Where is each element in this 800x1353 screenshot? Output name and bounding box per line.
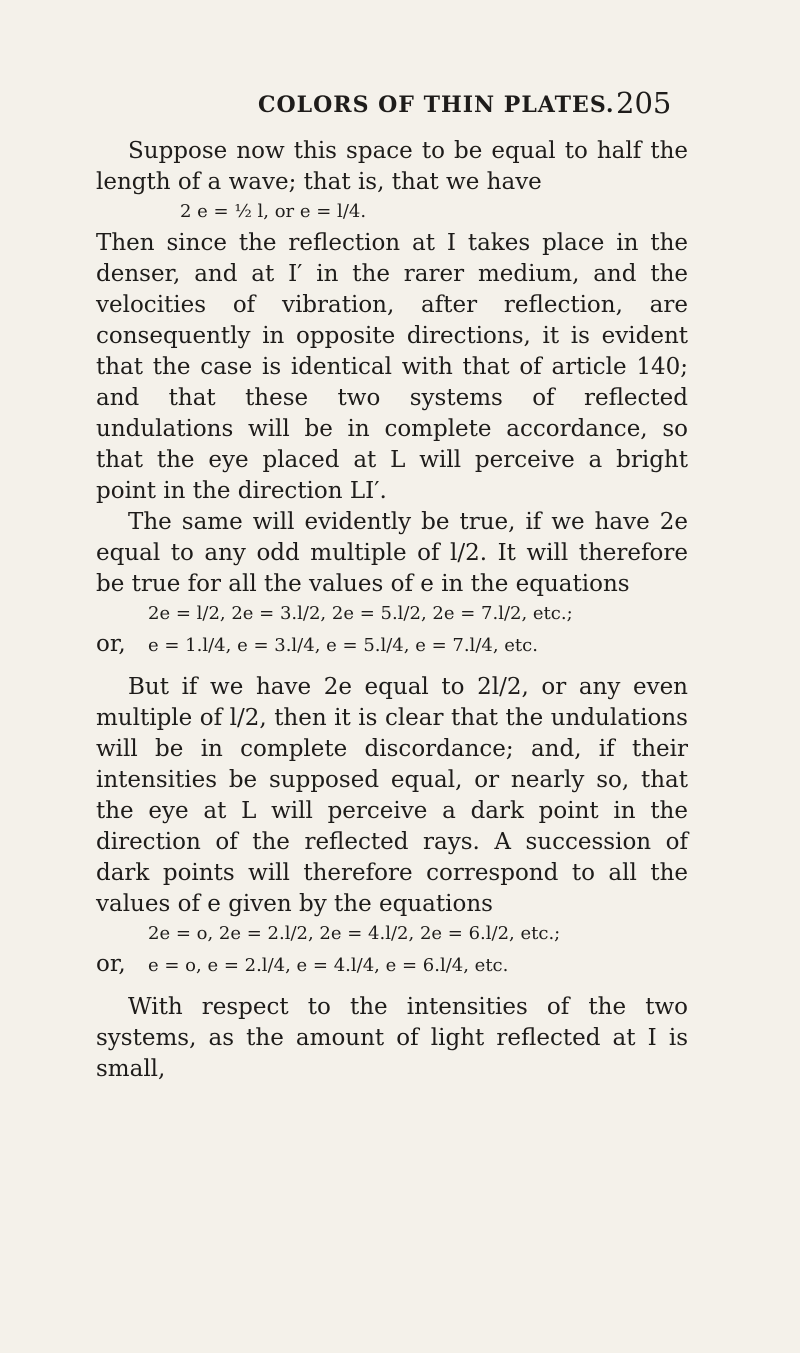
equation-2a: 2e = l/2, 2e = 3.l/2, 2e = 5.l/2, 2e = 7.l/2, etc.; [148,603,573,624]
paragraph-4: With respect to the intensities of the two systems, as the amount of light reflected at I is small, [96,994,688,1082]
paragraph-1: Suppose now this space to be equal to half the length of a wave; that is, that we have [96,138,688,195]
equation-3b-body: e = o, e = 2.l/4, e = 4.l/4, e = 6.l/4, etc. [148,955,509,976]
page-number: 205 [616,86,672,120]
paragraph-3: But if we have 2e equal to 2l/2, or any even multiple of l/2, then it is clear that the undulations will be in complete discordance; and, if their intensities be supposed equal, or nearly so, that the eye at L will perceive a dark point in the direction of the reflected rays. A succession of dark points will therefore correspond to all the values of e given by the equations [96,674,688,917]
equation-3b-lead: or, [96,951,126,977]
paragraph-1-continued: Then since the reflection at I takes place in the denser, and at I′ in the rarer medium, and the velocities of vibration, after reflection, are consequently in opposite directions, it is evident that the case is identical with that of article 140; and that these two systems of reflected undulations will be in complete accordance, so that the eye placed at L will perceive a bright point in the direction LI′. [96,230,688,504]
paragraph-2: The same will evidently be true, if we have 2e equal to any odd multiple of l/2. It will therefore be true for all the values of e in the equations [96,509,688,597]
equation-2b [96,630,688,660]
equation-1: 2 e = ½ l, or e = l/4. [180,201,367,222]
equation-3a: 2e = o, 2e = 2.l/2, 2e = 4.l/2, 2e = 6.l/2, etc.; [148,923,561,944]
equation-2b-lead: or, [96,631,126,657]
equation-3b [96,950,688,980]
page-body [96,136,688,1085]
chapter-title: COLORS OF THIN PLATES. [258,92,615,118]
running-header [0,86,800,126]
equation-2b-body: e = 1.l/4, e = 3.l/4, e = 5.l/4, e = 7.l/4, etc. [148,635,538,656]
